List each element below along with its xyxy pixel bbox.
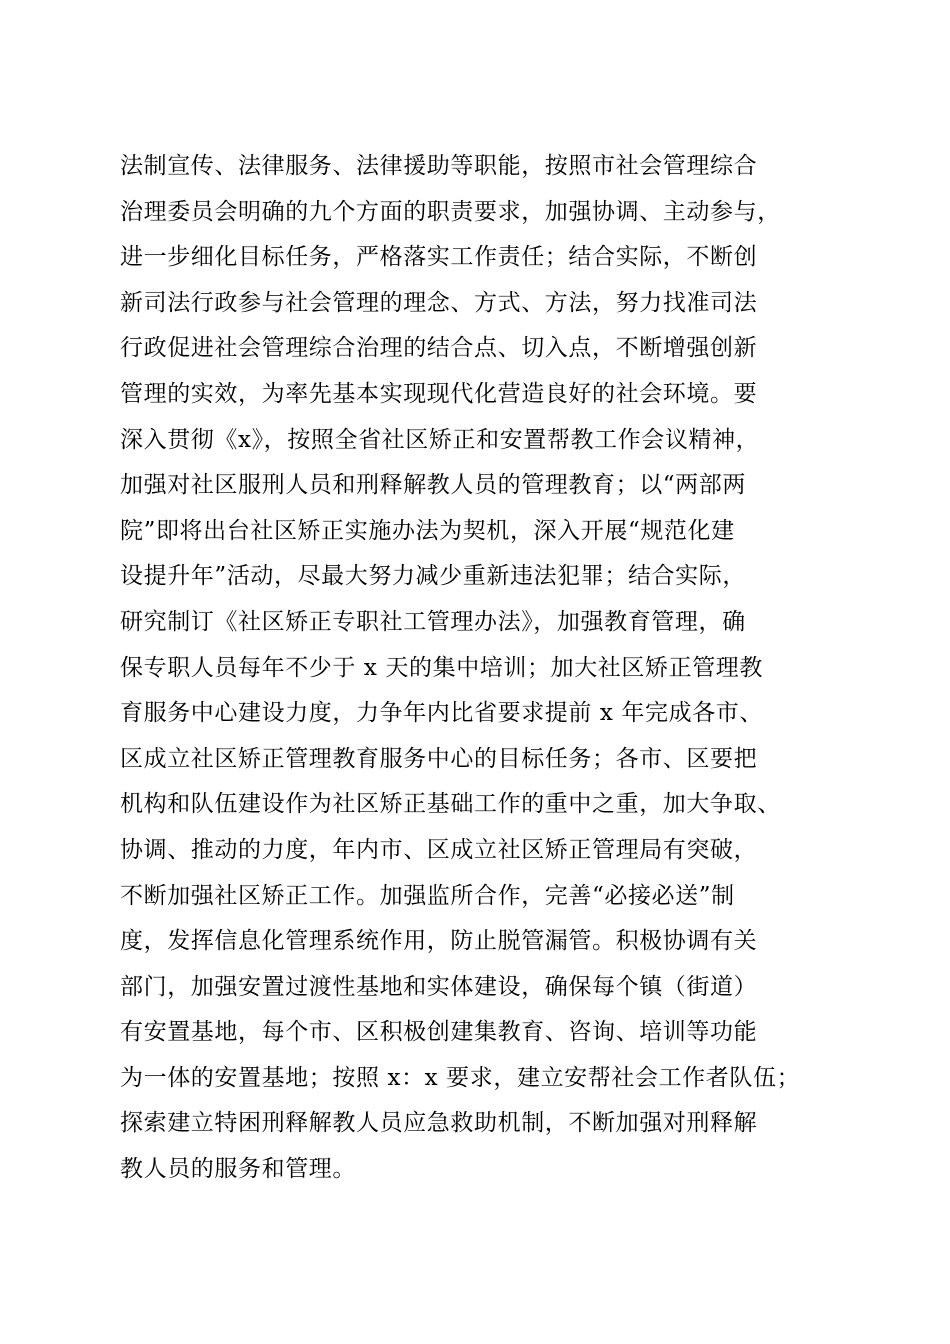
paragraph-line: 加强对社区服刑人员和刑释解教人员的管理教育；以“两部两	[120, 472, 746, 499]
paragraph-line: 部门，加强安置过渡性基地和实体建设，确保每个镇（街道）	[120, 973, 758, 1000]
paragraph-line: 保专职人员每年不少于 x 天的集中培训；加大社区矫正管理教	[120, 654, 763, 681]
paragraph-line: 不断加强社区矫正工作。加强监所合作，完善“必接必送”制	[120, 882, 735, 909]
paragraph-line: 研究制订《社区矫正专职社工管理办法》，加强教育管理，确	[120, 608, 746, 635]
paragraph-line: 教人员的服务和管理。	[120, 1156, 356, 1183]
paragraph-line: 进一步细化目标任务，严格落实工作责任；结合实际，不断创	[120, 244, 758, 271]
paragraph-line: 管理的实效，为率先基本实现现代化营造良好的社会环境。要	[120, 380, 758, 407]
paragraph-line: 设提升年”活动，尽最大努力减少重新违法犯罪；结合实际，	[120, 563, 746, 590]
paragraph-line: 为一体的安置基地；按照 x：x 要求，建立安帮社会工作者队伍；	[120, 1064, 801, 1091]
paragraph-line: 协调、推动的力度，年内市、区成立社区矫正管理局有突破，	[120, 836, 758, 863]
paragraph-line: 有安置基地，每个市、区积极创建集教育、咨询、培训等功能	[120, 1019, 758, 1046]
paragraph-line: 探索建立特困刑释解教人员应急救助机制，不断加强对刑释解	[120, 1110, 758, 1137]
paragraph-line: 育服务中心建设力度，力争年内比省要求提前 x 年完成各市、	[120, 700, 763, 727]
paragraph-line: 治理委员会明确的九个方面的职责要求，加强协调、主动参与，	[120, 198, 781, 225]
paragraph-line: 区成立社区矫正管理教育服务中心的目标任务；各市、区要把	[120, 745, 758, 772]
paragraph-line: 机构和队伍建设作为社区矫正基础工作的重中之重，加大争取、	[120, 791, 781, 818]
paragraph-line: 行政促进社会管理综合治理的结合点、切入点，不断增强创新	[120, 335, 758, 362]
body-paragraph	[120, 144, 840, 1193]
paragraph-line: 法制宣传、法律服务、法律援助等职能，按照市社会管理综合	[120, 153, 758, 179]
paragraph-line: 度，发挥信息化管理系统作用，防止脱管漏管。积极协调有关	[120, 928, 758, 955]
paragraph-line: 深入贯彻《x》，按照全省社区矫正和安置帮教工作会议精神，	[120, 426, 760, 453]
paragraph-line: 新司法行政参与社会管理的理念、方式、方法，努力找准司法	[120, 289, 758, 316]
paragraph-line: 院”即将出台社区矫正实施办法为契机，深入开展“规范化建	[120, 517, 735, 544]
